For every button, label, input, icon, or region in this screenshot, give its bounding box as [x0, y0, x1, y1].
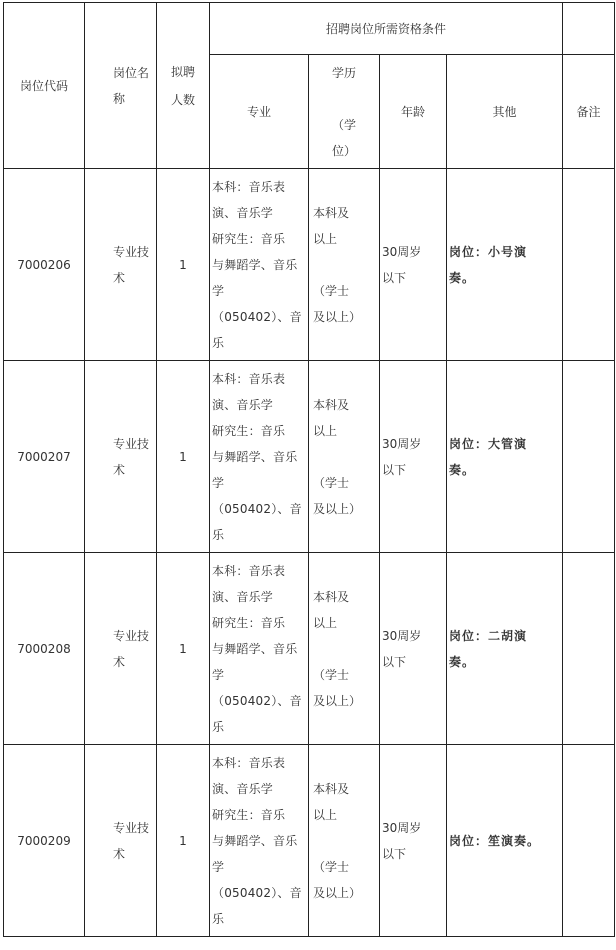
cell-name-text: 专业技 术 — [113, 244, 150, 285]
cell-age-text: 30周岁 以下 — [382, 436, 422, 477]
table-row — [4, 169, 615, 361]
cell-major-text: 本科：音乐表 演、音乐学 研究生：音乐 与舞蹈学、音乐学 （050402）、音 乐 — [212, 371, 302, 542]
cell-education — [309, 169, 380, 361]
cell-other-text: 岗位：笙演奏。 — [449, 833, 541, 848]
cell-age-text: 30周岁 以下 — [382, 628, 422, 669]
header-major — [210, 55, 309, 169]
cell-count: 1 — [157, 745, 210, 937]
header-count-label: 拟聘 人数 — [170, 64, 195, 107]
cell-education-text: 本科及 以上 （学士 及以上） — [313, 205, 362, 324]
header-code-label: 岗位代码 — [19, 78, 68, 93]
cell-name-text: 专业技 术 — [113, 820, 150, 861]
cell-age-text: 30周岁 以下 — [382, 244, 422, 285]
cell-major — [210, 745, 309, 937]
cell-education-text: 本科及 以上 （学士 及以上） — [313, 397, 362, 516]
header-name — [85, 3, 157, 169]
cell-count: 1 — [157, 361, 210, 553]
table-row — [4, 361, 615, 553]
cell-code: 7000206 — [4, 169, 85, 361]
cell-other — [447, 745, 563, 937]
cell-remarks — [563, 553, 615, 745]
header-other — [447, 55, 563, 169]
cell-age — [380, 745, 447, 937]
cell-major-text: 本科：音乐表 演、音乐学 研究生：音乐 与舞蹈学、音乐学 （050402）、音 乐 — [212, 563, 302, 734]
recruitment-table — [3, 2, 615, 937]
header-education-label: 学历 （学 位） — [331, 65, 356, 158]
cell-count: 1 — [157, 553, 210, 745]
cell-remarks — [563, 745, 615, 937]
cell-other — [447, 361, 563, 553]
cell-code: 7000209 — [4, 745, 85, 937]
header-age-label: 年龄 — [400, 104, 425, 119]
cell-other-text: 岗位：小号演 奏。 — [449, 244, 528, 285]
cell-name — [85, 169, 157, 361]
cell-other — [447, 169, 563, 361]
cell-name — [85, 553, 157, 745]
header-count — [157, 3, 210, 169]
header-top-blank — [563, 3, 615, 55]
cell-major-text: 本科：音乐表 演、音乐学 研究生：音乐 与舞蹈学、音乐学 （050402）、音 乐 — [212, 179, 302, 350]
cell-other-text: 岗位：大管演 奏。 — [449, 436, 528, 477]
cell-age — [380, 361, 447, 553]
header-code — [4, 3, 85, 169]
header-qualifications — [210, 3, 563, 55]
cell-name — [85, 745, 157, 937]
cell-count: 1 — [157, 169, 210, 361]
cell-age — [380, 169, 447, 361]
cell-major — [210, 553, 309, 745]
cell-other — [447, 553, 563, 745]
cell-code: 7000208 — [4, 553, 85, 745]
cell-education — [309, 745, 380, 937]
header-qualifications-label: 招聘岗位所需资格条件 — [326, 21, 447, 36]
cell-name-text: 专业技 术 — [113, 436, 150, 477]
cell-education-text: 本科及 以上 （学士 及以上） — [313, 589, 362, 708]
header-age — [380, 55, 447, 169]
cell-other-text: 岗位：二胡演 奏。 — [449, 628, 528, 669]
header-other-label: 其他 — [492, 104, 517, 119]
cell-education — [309, 553, 380, 745]
cell-name — [85, 361, 157, 553]
cell-education-text: 本科及 以上 （学士 及以上） — [313, 781, 362, 900]
cell-age — [380, 553, 447, 745]
table-row — [4, 553, 615, 745]
table-row — [4, 745, 615, 937]
cell-remarks — [563, 361, 615, 553]
cell-major — [210, 169, 309, 361]
header-row-top — [4, 3, 615, 55]
cell-name-text: 专业技 术 — [113, 628, 150, 669]
cell-code: 7000207 — [4, 361, 85, 553]
header-major-label: 专业 — [246, 104, 271, 119]
cell-major-text: 本科：音乐表 演、音乐学 研究生：音乐 与舞蹈学、音乐学 （050402）、音 乐 — [212, 755, 302, 926]
header-remarks-label: 备注 — [576, 104, 601, 119]
header-education — [309, 55, 380, 169]
cell-remarks — [563, 169, 615, 361]
cell-major — [210, 361, 309, 553]
cell-education — [309, 361, 380, 553]
cell-age-text: 30周岁 以下 — [382, 820, 422, 861]
header-name-label: 岗位名 称 — [113, 65, 150, 106]
header-remarks — [563, 55, 615, 169]
